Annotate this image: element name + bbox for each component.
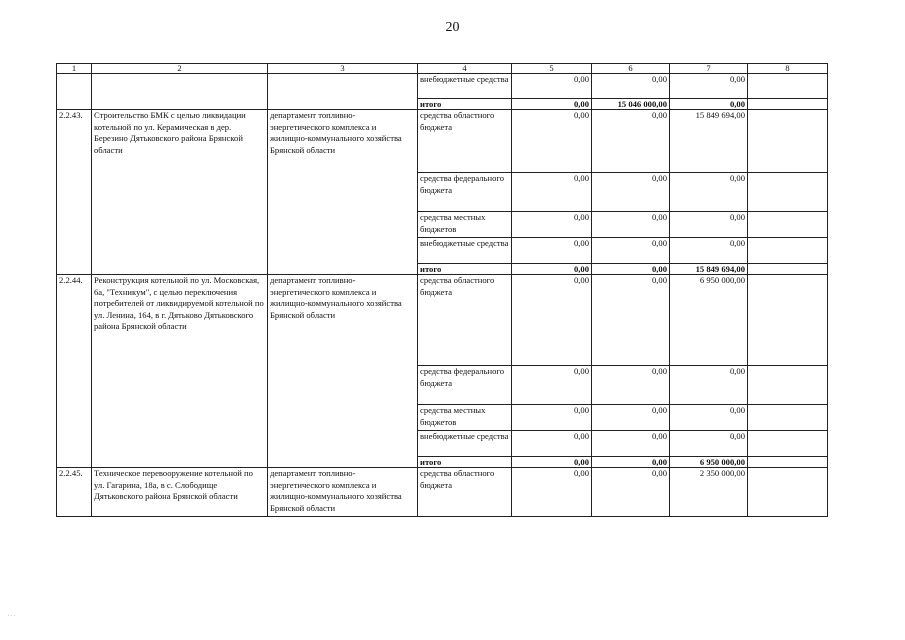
value-col-8 <box>748 275 828 366</box>
project-name: Реконструкция котельной по ул. Московская, 6а, "Техникум", с целью переключения потребителей от ликвидируемой котельной по ул. Ленина, 164, в г. Дятьково Дятьковского района Брянской области <box>92 275 268 468</box>
value-col-5: 0,00 <box>512 99 592 110</box>
value-col-5: 0,00 <box>512 468 592 517</box>
value-col-6: 0,00 <box>592 405 670 431</box>
value-col-7: 0,00 <box>670 212 748 238</box>
executor-cell <box>268 74 418 110</box>
value-col-6: 0,00 <box>592 275 670 366</box>
value-col-7: 15 849 694,00 <box>670 110 748 173</box>
value-col-5: 0,00 <box>512 457 592 468</box>
project-code: 2.2.43. <box>57 110 92 275</box>
funding-source: средства федерального бюджета <box>418 366 512 405</box>
value-col-6: 0,00 <box>592 212 670 238</box>
value-col-7: 0,00 <box>670 366 748 405</box>
funding-source: средства местных бюджетов <box>418 405 512 431</box>
value-col-8 <box>748 173 828 212</box>
value-col-8 <box>748 99 828 110</box>
table-row <box>57 275 828 366</box>
value-col-8 <box>748 74 828 99</box>
value-col-5: 0,00 <box>512 366 592 405</box>
value-col-8 <box>748 212 828 238</box>
funding-source: итого <box>418 264 512 275</box>
value-col-5: 0,00 <box>512 173 592 212</box>
project-name-cell <box>92 74 268 110</box>
value-col-6: 0,00 <box>592 264 670 275</box>
value-col-6: 0,00 <box>592 110 670 173</box>
value-col-8 <box>748 405 828 431</box>
value-col-8 <box>748 431 828 457</box>
value-col-6: 0,00 <box>592 173 670 212</box>
funding-source: итого <box>418 457 512 468</box>
column-header-row <box>57 64 828 74</box>
value-col-6: 0,00 <box>592 468 670 517</box>
value-col-5: 0,00 <box>512 405 592 431</box>
funding-source: внебюджетные средства <box>418 431 512 457</box>
value-col-7: 0,00 <box>670 74 748 99</box>
value-col-7: 2 350 000,00 <box>670 468 748 517</box>
column-header: 2 <box>92 64 268 74</box>
table-row <box>57 74 828 99</box>
value-col-7: 0,00 <box>670 431 748 457</box>
value-col-7: 0,00 <box>670 99 748 110</box>
value-col-6: 0,00 <box>592 366 670 405</box>
value-col-8 <box>748 238 828 264</box>
column-header: 3 <box>268 64 418 74</box>
value-col-5: 0,00 <box>512 431 592 457</box>
value-col-7: 15 849 694,00 <box>670 264 748 275</box>
funding-source: средства областного бюджета <box>418 468 512 517</box>
column-header: 4 <box>418 64 512 74</box>
funding-source: средства федерального бюджета <box>418 173 512 212</box>
value-col-6: 0,00 <box>592 457 670 468</box>
code-cell <box>57 74 92 110</box>
project-name: Техническое перевооружение котельной по ул. Гагарина, 18а, в с. Слободище Дятьковского района Брянской области <box>92 468 268 517</box>
value-col-6: 0,00 <box>592 238 670 264</box>
value-col-8 <box>748 366 828 405</box>
value-col-5: 0,00 <box>512 275 592 366</box>
funding-source: средства областного бюджета <box>418 110 512 173</box>
value-col-6: 0,00 <box>592 431 670 457</box>
project-executor: департамент топливно-энергетического комплекса и жилищно-коммунального хозяйства Брянской области <box>268 275 418 468</box>
funding-source: средства областного бюджета <box>418 275 512 366</box>
project-executor: департамент топливно-энергетического комплекса и жилищно-коммунального хозяйства Брянской области <box>268 468 418 517</box>
project-code: 2.2.45. <box>57 468 92 517</box>
value-col-5: 0,00 <box>512 110 592 173</box>
value-col-5: 0,00 <box>512 264 592 275</box>
column-header: 8 <box>748 64 828 74</box>
column-header: 1 <box>57 64 92 74</box>
value-col-7: 0,00 <box>670 405 748 431</box>
project-executor: департамент топливно-энергетического комплекса и жилищно-коммунального хозяйства Брянской области <box>268 110 418 275</box>
table-row <box>57 110 828 173</box>
budget-table <box>56 63 828 517</box>
value-col-6: 15 046 000,00 <box>592 99 670 110</box>
funding-source: внебюджетные средства <box>418 238 512 264</box>
table-body <box>57 64 828 517</box>
value-col-8 <box>748 110 828 173</box>
project-name: Строительство БМК с целью ликвидации котельной по ул. Керамическая в дер. Березино Дятьковского района Брянской области <box>92 110 268 275</box>
value-col-7: 6 950 000,00 <box>670 275 748 366</box>
project-code: 2.2.44. <box>57 275 92 468</box>
value-col-5: 0,00 <box>512 238 592 264</box>
value-col-7: 0,00 <box>670 173 748 212</box>
table-row <box>57 468 828 517</box>
value-col-7: 0,00 <box>670 238 748 264</box>
funding-source: средства местных бюджетов <box>418 212 512 238</box>
margin-mark: . . . <box>8 612 16 618</box>
value-col-6: 0,00 <box>592 74 670 99</box>
value-col-8 <box>748 264 828 275</box>
funding-source: внебюджетные средства <box>418 74 512 99</box>
funding-source: итого <box>418 99 512 110</box>
value-col-8 <box>748 468 828 517</box>
column-header: 6 <box>592 64 670 74</box>
value-col-5: 0,00 <box>512 74 592 99</box>
value-col-8 <box>748 457 828 468</box>
value-col-7: 6 950 000,00 <box>670 457 748 468</box>
value-col-5: 0,00 <box>512 212 592 238</box>
page-number: 20 <box>445 20 460 35</box>
column-header: 5 <box>512 64 592 74</box>
column-header: 7 <box>670 64 748 74</box>
